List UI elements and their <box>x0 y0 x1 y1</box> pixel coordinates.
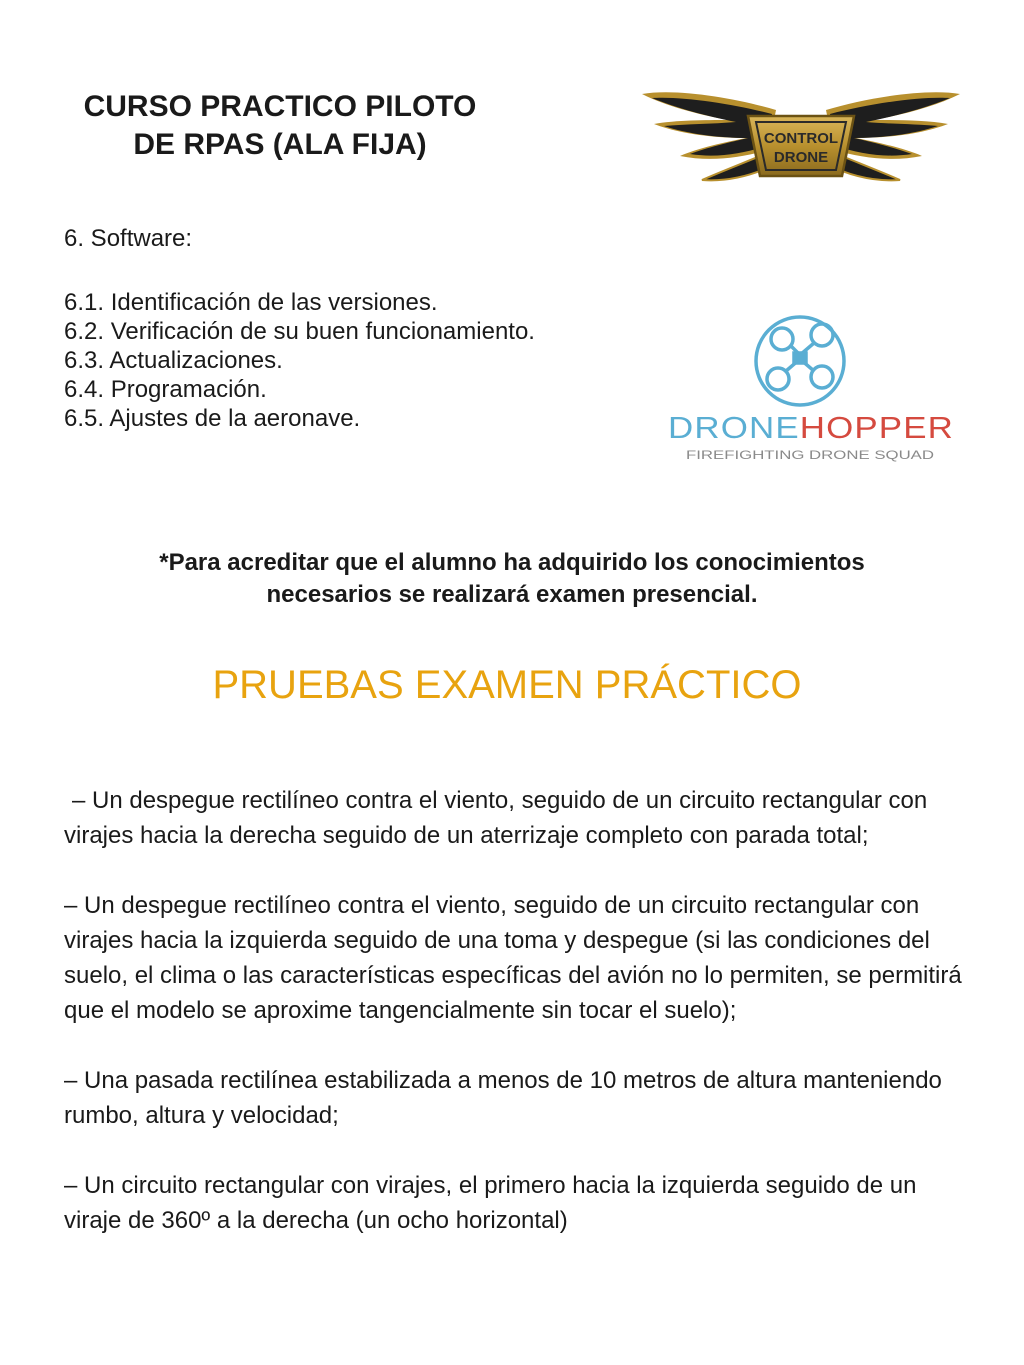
badge-line1: CONTROL <box>763 130 839 147</box>
brand-word-red: HOPPER <box>799 410 937 445</box>
software-heading: 6. Software: <box>64 225 193 252</box>
software-section <box>64 224 535 433</box>
section-title: PRUEBAS EXAMEN PRÁCTICO <box>212 663 802 707</box>
svg-text:DRONEHOPPER <box>668 410 954 445</box>
course-title-line2: DE RPAS (ALA FIJA) <box>133 128 427 161</box>
test-item: – Un circuito rectangular con virajes, el primero hacia la izquierda seguido de un viraje de 360º a la derecha (un ocho horizontal) <box>64 1172 917 1234</box>
brand-tagline: FIREFIGHTING DRONE SQUAD <box>686 448 935 462</box>
test-item: – Un despegue rectilíneo contra el viento, seguido de un circuito rectangular con virajes hacia la derecha seguido de un aterrizaje completo con parada total; <box>64 787 928 849</box>
course-title <box>64 88 496 164</box>
brand-word-blue: DRONE <box>668 410 785 445</box>
practical-tests-list <box>64 783 964 1273</box>
exam-note-line1: *Para acreditar que el alumno ha adquirido los conocimientos <box>159 549 865 576</box>
software-item: 6.5. Ajustes de la aeronave. <box>64 405 361 432</box>
course-title-line1: CURSO PRACTICO PILOTO <box>83 90 477 123</box>
software-item: 6.2. Verificación de su buen funcionamiento. <box>64 318 535 345</box>
test-item: – Un despegue rectilíneo contra el viento, seguido de un circuito rectangular con virajes hacia la izquierda seguido de una toma y despegue (si las condiciones del suelo, el clima o las características específicas del avión no lo permiten, se permitirá que el modelo se aproxime tangencialmente sin tocar el suelo); <box>64 892 962 1024</box>
software-item: 6.3. Actualizaciones. <box>64 347 283 374</box>
badge-line2: DRONE <box>773 149 829 166</box>
exam-note-line2: necesarios se realizará examen presencial. <box>266 581 758 608</box>
software-item: 6.1. Identificación de las versiones. <box>64 289 438 316</box>
drone-icon <box>756 317 844 405</box>
software-item: 6.4. Programación. <box>64 376 267 403</box>
exam-note <box>60 547 964 611</box>
dronehopper-logo <box>664 313 960 465</box>
test-item: – Una pasada rectilínea estabilizada a menos de 10 metros de altura manteniendo rumbo, altura y velocidad; <box>64 1067 942 1129</box>
control-drone-logo <box>636 80 966 198</box>
